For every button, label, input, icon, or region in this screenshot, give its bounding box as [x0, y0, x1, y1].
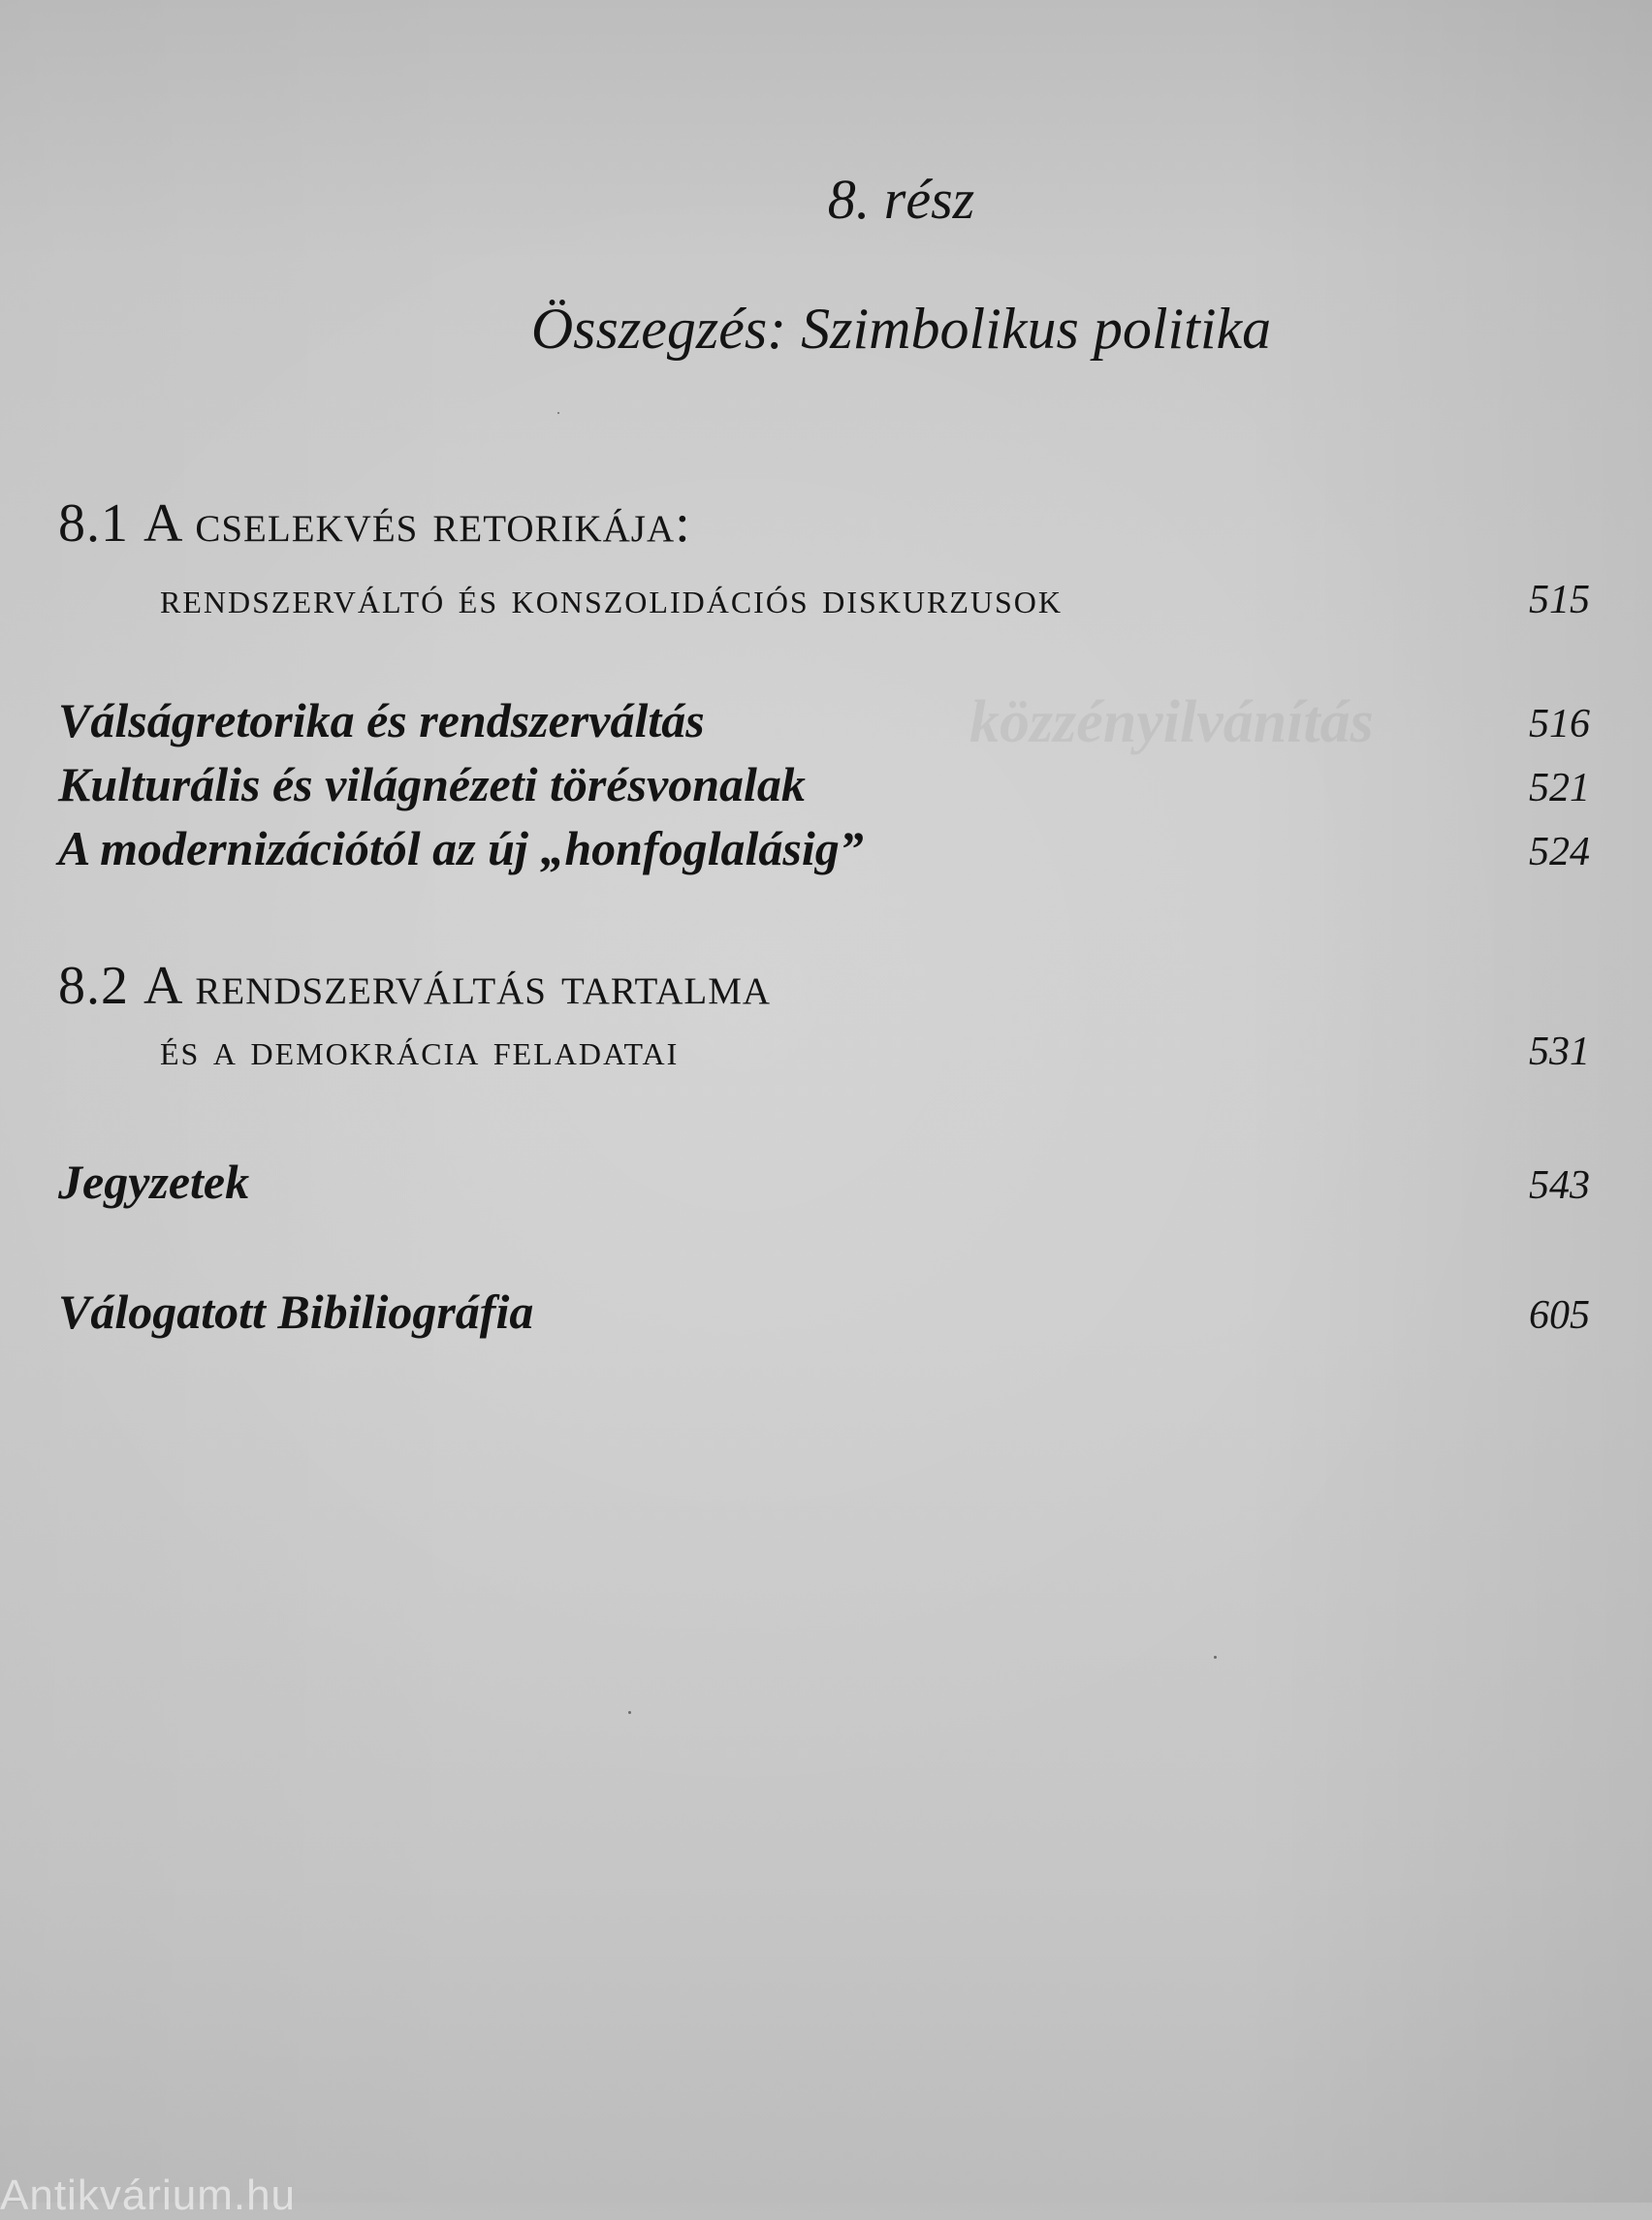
entry-title: Válogatott Bibiliográfia [58, 1284, 534, 1339]
page-number: 605 [1529, 1293, 1590, 1338]
part-title: Összegzés: Szimbolikus politika [530, 297, 1272, 361]
paper-speck [1214, 1656, 1217, 1659]
toc-section-8-2-line2 [58, 1024, 1590, 1075]
page-number: 521 [1529, 766, 1590, 810]
section-number: 8.1 [58, 493, 129, 554]
entry-title: A modernizációtól az új „honfoglalásig” [58, 821, 864, 875]
paper-speck [628, 1711, 631, 1714]
section-title-line1: A rendszerváltás tartalma [143, 956, 772, 1016]
toc-entry [58, 756, 1590, 812]
paper-speck [557, 412, 559, 414]
page-number: 543 [1529, 1163, 1590, 1208]
section-number: 8.2 [58, 956, 129, 1016]
part-label: 8. rész [827, 168, 975, 231]
entry-title: Kulturális és világnézeti törésvonalak [58, 757, 806, 811]
entry-title: Válságretorika és rendszerváltás [58, 693, 705, 747]
section-title-line2: rendszerváltó és konszolidációs diskurzusok [160, 573, 1064, 622]
page-number: 531 [1529, 1030, 1590, 1074]
toc-section-8-1-line1 [58, 492, 1590, 555]
toc-section-8-2-line1 [58, 955, 1590, 1017]
page-number: 516 [1529, 702, 1590, 746]
toc-entry-notes [58, 1154, 1590, 1210]
toc-entry-bibliography [58, 1284, 1590, 1340]
toc-section-8-1-line2 [58, 572, 1590, 623]
page-number: 524 [1529, 830, 1590, 874]
bleed-through-watermark: közzényilvánítás [969, 689, 1374, 755]
section-title-line1: A cselekvés retorikája: [143, 493, 691, 554]
page-number: 515 [1529, 578, 1590, 622]
footer-watermark: Antikvárium.hu [0, 2172, 297, 2219]
entry-title: Jegyzetek [58, 1155, 250, 1209]
section-title-line2: és a demokrácia feladatai [160, 1025, 680, 1074]
toc-entry [58, 820, 1590, 876]
